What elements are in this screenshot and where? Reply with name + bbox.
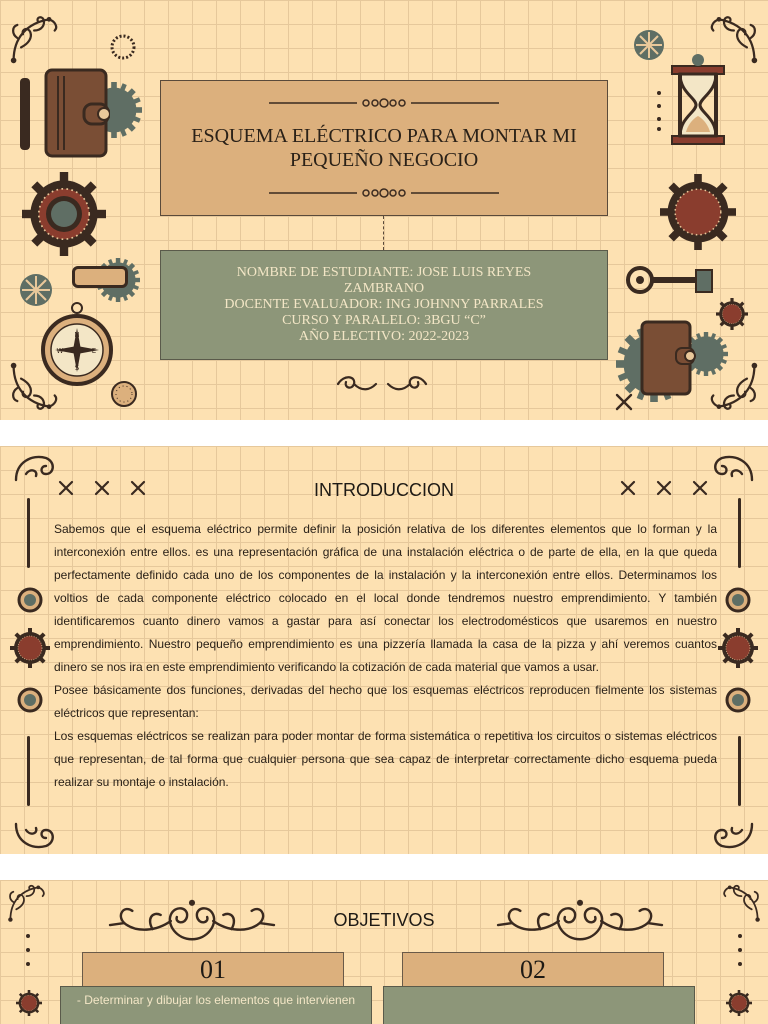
gear-icon — [718, 628, 758, 668]
dots-decoration — [24, 932, 32, 976]
compass-letter-s: S — [74, 364, 80, 372]
ring-icon — [16, 586, 44, 614]
wallet-icon — [44, 66, 110, 160]
compass-letter-w: W — [56, 347, 64, 355]
objective-card — [383, 986, 695, 1024]
title-slide — [0, 0, 768, 420]
side-bar-decoration — [27, 736, 30, 806]
gear-icon — [22, 172, 106, 256]
objectives-slide — [0, 880, 768, 1024]
dots-decoration — [736, 932, 744, 976]
gear-icon — [10, 628, 50, 668]
objective-number: 02 — [402, 952, 664, 988]
student-name: NOMBRE DE ESTUDIANTE: JOSE LUIS REYES ZAMBRANO — [236, 265, 532, 296]
wallet-icon — [640, 318, 696, 398]
bar-decoration — [20, 78, 30, 150]
section-title: OBJETIVOS — [333, 910, 435, 930]
connector-line — [383, 216, 384, 250]
corner-flourish-icon — [8, 10, 64, 66]
teacher-name: DOCENTE EVALUADOR: ING JOHNNY PARRALES — [224, 297, 544, 312]
intro-paragraph: Posee básicamente dos funciones, derivadas del hecho que los esquemas eléctricos reproducen fielmente los sistemas eléctricos que representan: — [54, 683, 717, 720]
divider-ornament-icon — [269, 96, 499, 110]
introduction-slide — [0, 446, 768, 854]
section-title: INTRODUCCION — [314, 480, 454, 500]
divider-ornament-icon — [269, 186, 499, 200]
course-section: CURSO Y PARALELO: 3BGU “C” — [282, 313, 486, 328]
intro-paragraph: Sabemos que el esquema eléctrico permite definir la posición relativa de los diferentes elementos que lo forman y la interconexión entre ellos. es una representación gráfica de una instalación eléctrica o de parte de ella, en la que queda perfectamente definido cada uno de los componentes de la instalación y la interconexión entre ellos. Determinamos los voltios de cada componente eléctrico colocado en el local donde tendremos nuestro emprendimiento. Y también identificaremos cuanto dinero vamos a gastar para así conectar los electrodomésticos que usaremos en nuestro emprendimiento. Nuestro pequeño emprendimiento es una pizzería llamada la casa de la pizza y ahí veremos cuantos dinero se nos ira en este emprendimiento verificando la cotización de cada material que vamos a usar. — [54, 522, 717, 674]
compass-letter-n: N — [74, 331, 80, 339]
gear-icon — [716, 298, 748, 330]
objective-number: 01 — [82, 952, 344, 988]
key-icon — [624, 262, 716, 298]
gear-icon — [660, 174, 736, 250]
snowflake-icon — [632, 28, 666, 62]
compass-icon — [40, 300, 114, 388]
page-title: ESQUEMA ELÉCTRICO PARA MONTAR MI PEQUEÑO NEGOCIO — [191, 125, 577, 171]
swirl-corner-icon — [708, 818, 756, 854]
gear-icon — [16, 990, 42, 1016]
hourglass-icon — [668, 52, 728, 148]
ring-gear-icon — [108, 32, 138, 62]
school-year: AÑO ELECTIVO: 2022-2023 — [298, 329, 470, 344]
side-bar-decoration — [738, 736, 741, 806]
objective-card: - Determinar y dibujar los elementos que intervienen — [60, 986, 372, 1024]
dot-circle-icon — [110, 380, 138, 408]
ring-icon — [724, 686, 752, 714]
student-info-card — [160, 250, 608, 360]
gear-icon — [726, 990, 752, 1016]
ring-icon — [16, 686, 44, 714]
swirl-ornament-icon — [334, 370, 430, 396]
side-bar-decoration — [738, 498, 741, 568]
swirl-corner-icon — [12, 818, 60, 854]
intro-body — [54, 518, 717, 794]
title-card — [160, 80, 608, 216]
side-bar-decoration — [27, 498, 30, 568]
compass-letter-e: E — [91, 347, 97, 355]
dots-decoration — [654, 88, 664, 132]
cross-star-icon — [614, 392, 634, 412]
intro-paragraph: Los esquemas eléctricos se realizan para poder montar de forma sistemática o repetitiva los circuitos o sistemas eléctricos que representan, de tal forma que cualquier persona que sea capaz de interpretar correctamente dicho esquema pueda realizar su montaje o instalación. — [54, 729, 717, 789]
ring-icon — [724, 586, 752, 614]
button-decoration — [72, 266, 128, 288]
